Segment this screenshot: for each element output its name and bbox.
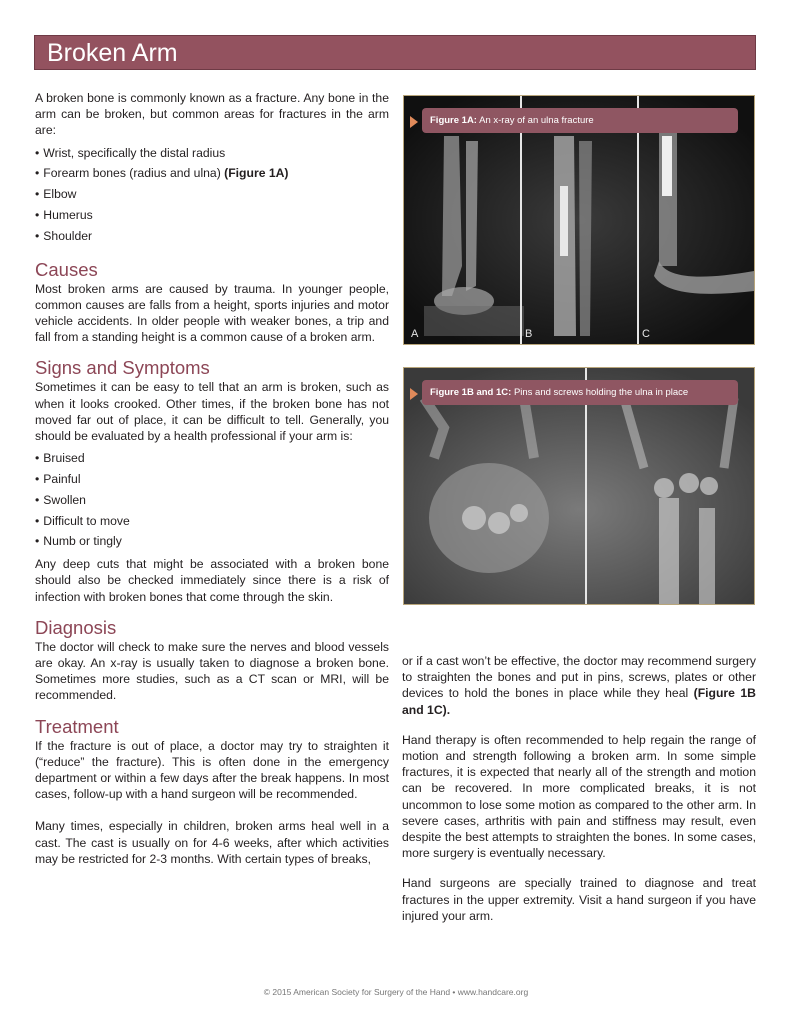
- xray-image-forearm: [404, 96, 754, 344]
- causes-text: Most broken arms are caused by trauma. In younger people, common causes are falls from a height, sports injuries and motor vehicle accidents. In older people with weaker bones, a trip and fall from a standing height is a common cause of a broken arm.: [35, 281, 389, 345]
- treatment-paragraph-2-continued: or if a cast won’t be effective, the doctor may recommend surgery to straighten the bones and put in pins, screws, plates or other devices to hold the bones in place while they heal (Figure 1B and 1C).: [402, 654, 756, 717]
- treatment-paragraph-3: Hand therapy is often recommended to help regain the range of motion and strength following a broken arm. In some simple fractures, it is expected that nearly all of the strength and motion can be recovered. In more complicated breaks, it is not uncommon to lose some motion as compared to the other arm. In severe cases, arthritis with pain and stiffness may result, even despite the best attempts to straighten the bones. In some cases, more surgery is eventually necessary.: [402, 732, 756, 861]
- signs-text: Sometimes it can be easy to tell that an arm is broken, such as when it looks crooked. Other times, if the broken bone has not moved far out of place, it can be difficult to tell. Generally, you should be evaluated by a health professional if your arm is:: [35, 380, 389, 444]
- common-areas-list: [35, 143, 389, 247]
- panel-label-c: C: [642, 328, 650, 340]
- figure-1b-1c: [403, 367, 755, 605]
- list-item: • Difficult to move: [35, 511, 389, 532]
- treatment-heading: Treatment: [35, 715, 119, 737]
- list-item: • Painful: [35, 469, 389, 490]
- page-title: Broken Arm: [47, 39, 178, 67]
- list-item: • Shoulder: [35, 226, 389, 247]
- diagnosis-text: The doctor will check to make sure the nerves and blood vessels are okay. An x-ray is usually taken to diagnose a broken bone. Sometimes more studies, such as a CT scan or MRI, will be recommended.: [35, 639, 389, 703]
- panel-divider: [637, 96, 639, 344]
- figure-reference: (Figure 1B and 1C).: [402, 686, 756, 717]
- title-bar: [34, 35, 756, 70]
- footer: © 2015 American Society for Surgery of the Hand • www.handcare.org: [263, 987, 529, 997]
- figure-reference: (Figure 1A): [224, 166, 289, 181]
- panel-label-b: B: [525, 328, 533, 340]
- list-item: • Numb or tingly: [35, 531, 389, 552]
- panel-label-a: A: [411, 328, 419, 340]
- list-item: • Forearm bones (radius and ulna) (Figure 1A): [35, 163, 389, 184]
- list-item: • Swollen: [35, 490, 389, 511]
- panel-divider: [520, 96, 522, 344]
- treatment-paragraph-4: Hand surgeons are specially trained to diagnose and treat fractures in the upper extremity. Visit a hand surgeon if you have injured your arm.: [402, 876, 756, 923]
- treatment-paragraph-2: Many times, especially in children, broken arms heal well in a cast. The cast is usually on for 4-6 weeks, after which activities may be restricted for 2-3 months. With certain types of breaks,: [35, 819, 389, 866]
- figure-1b-caption: Figure 1B and 1C: Pins and screws holding the ulna in place: [422, 380, 738, 405]
- list-item: • Humerus: [35, 205, 389, 226]
- list-item: • Bruised: [35, 448, 389, 469]
- diagnosis-heading: Diagnosis: [35, 616, 117, 638]
- signs-heading: Signs and Symptoms: [35, 357, 210, 379]
- flag-icon: [410, 388, 418, 400]
- figure-1a-caption: Figure 1A: An x-ray of an ulna fracture: [422, 108, 738, 133]
- list-item: • Elbow: [35, 184, 389, 205]
- intro-text: A broken bone is commonly known as a fracture. Any bone in the arm can be broken, but common areas for fractures in the arm are:: [35, 91, 389, 138]
- figure-1a: [403, 95, 755, 345]
- symptoms-list: [35, 448, 389, 552]
- flag-icon: [410, 116, 418, 128]
- causes-heading: Causes: [35, 258, 98, 280]
- right-column: [402, 653, 756, 924]
- treatment-paragraph-1: If the fracture is out of place, a doctor may try to straighten it (“reduce” the fracture). This is often done in the emergency department or within a few days after the break happens. In most cases, follow-up with a hand surgeon will be recommended.: [35, 738, 389, 802]
- list-item: • Wrist, specifically the distal radius: [35, 143, 389, 164]
- signs-after-text: Any deep cuts that might be associated with a broken bone should also be checked immediately since there is a risk of infection with broken bones that come through the skin.: [35, 557, 389, 604]
- left-column: [35, 90, 389, 867]
